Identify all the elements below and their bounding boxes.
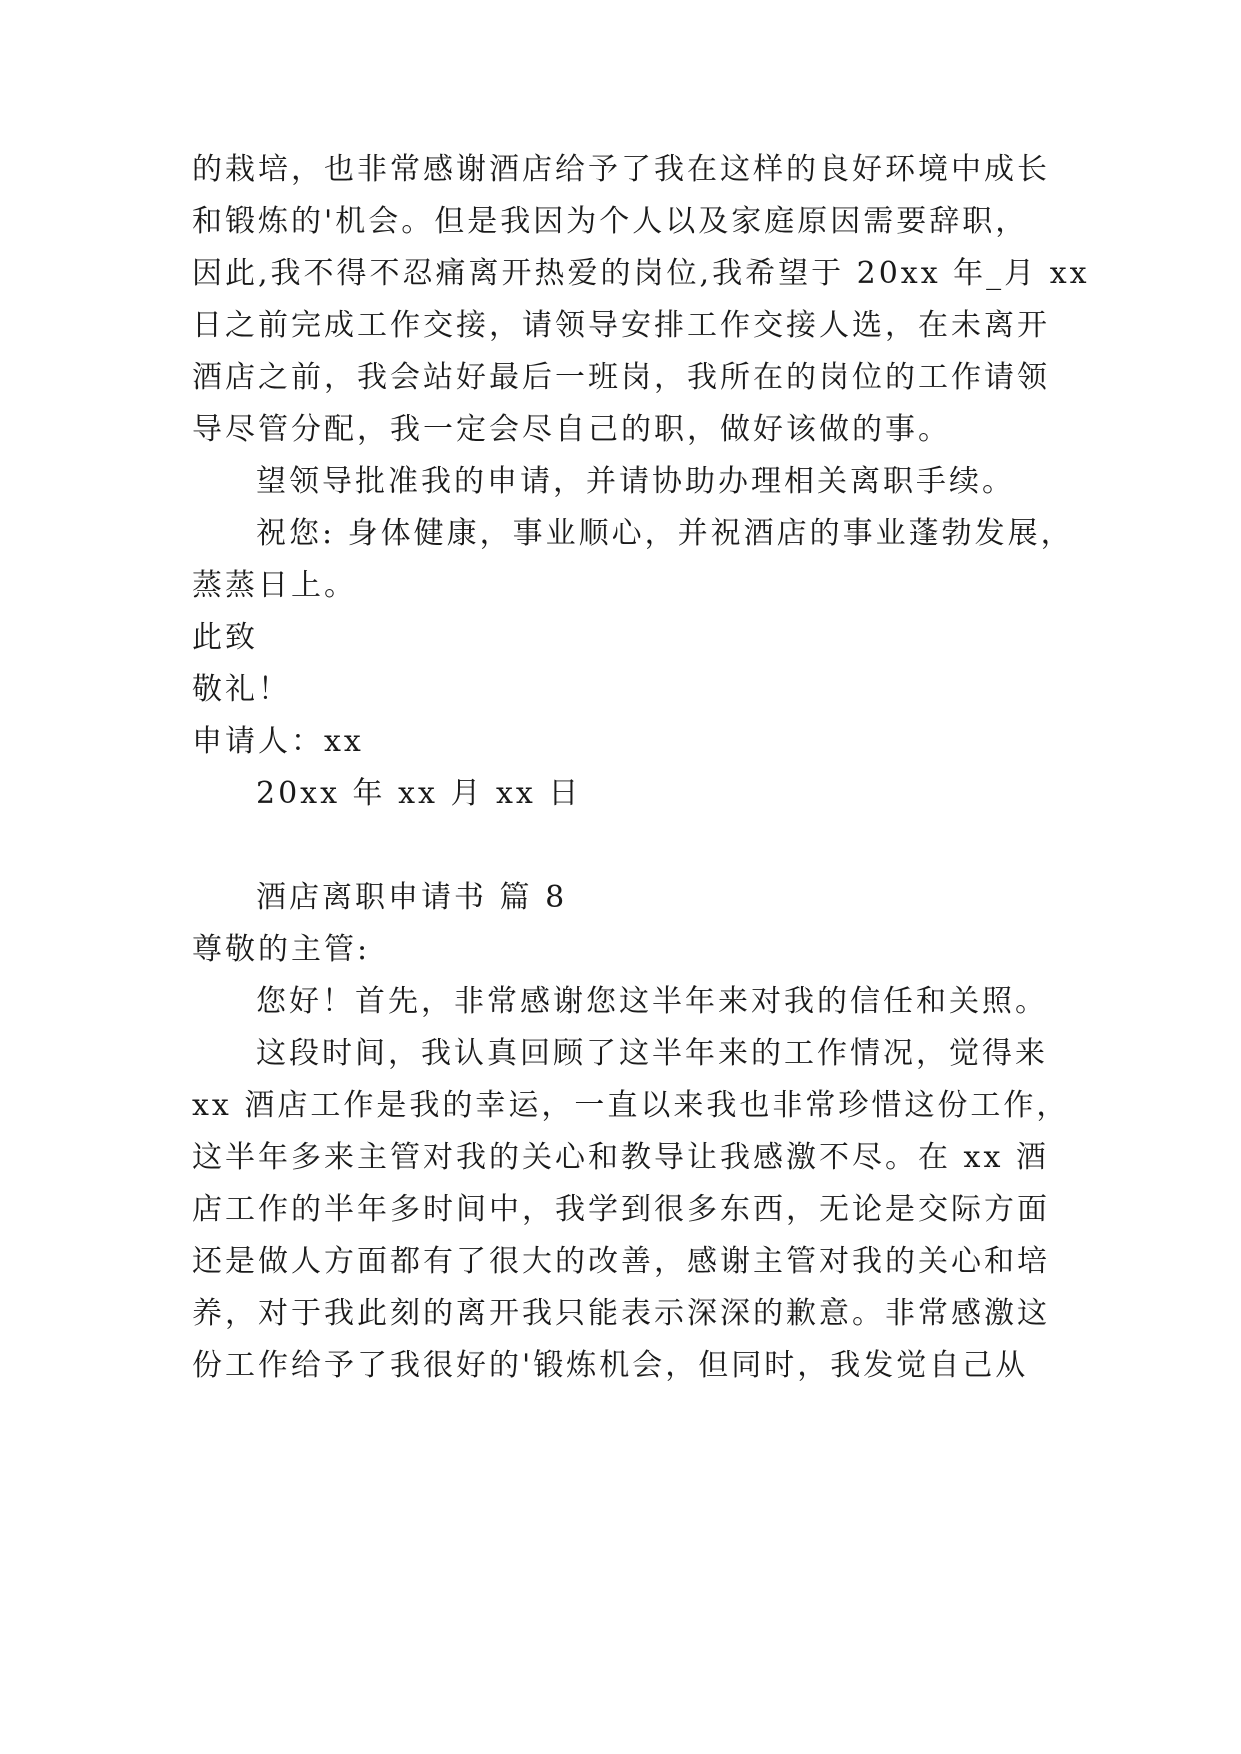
request-paragraph: 望领导批准我的申请，并请协助办理相关离职手续。 [256,464,1015,499]
body-paragraph-line: xx 酒店工作是我的幸运，一直以来我也非常珍惜这份工作， [192,1088,1070,1123]
paragraph-line: 导尽管分配，我一定会尽自己的职，做好该做的事。 [192,412,951,447]
body-paragraph-line: 这段时间，我认真回顾了这半年来的工作情况，觉得来 [256,1036,1048,1071]
applicant-signature: 申请人：xx [192,724,364,759]
paragraph-line: 酒店之前，我会站好最后一班岗，我所在的岗位的工作请领 [192,360,1050,395]
paragraph-line: 和锻炼的'机会。但是我因为个人以及家庭原因需要辞职， [192,204,1029,239]
salutation: 尊敬的主管: [192,932,371,967]
date-line: 20xx 年 xx 月 xx 日 [256,776,582,811]
body-paragraph-line: 份工作给予了我很好的'锻炼机会，但同时，我发觉自己从 [192,1348,1029,1383]
body-paragraph-line: 这半年多来主管对我的关心和教导让我感激不尽。在 xx 酒 [192,1140,1049,1175]
wish-paragraph-line: 祝您: 身体健康，事业顺心，并祝酒店的事业蓬勃发展， [256,516,1074,551]
paragraph-line: 的栽培，也非常感谢酒店给予了我在这样的良好环境中成长 [192,152,1050,187]
greeting-paragraph: 您好！首先，非常感谢您这半年来对我的信任和关照。 [256,984,1048,1019]
closing-line: 此致 [192,620,258,655]
section-title: 酒店离职申请书 篇 8 [256,880,568,915]
wish-paragraph-line: 蒸蒸日上。 [192,568,357,603]
body-paragraph-line: 养，对于我此刻的离开我只能表示深深的歉意。非常感激这 [192,1296,1050,1331]
body-paragraph-line: 还是做人方面都有了很大的改善，感谢主管对我的关心和培 [192,1244,1050,1279]
paragraph-line: 日之前完成工作交接，请领导安排工作交接人选，在未离开 [192,308,1050,343]
closing-line: 敬礼！ [192,672,291,707]
body-paragraph-line: 店工作的半年多时间中，我学到很多东西，无论是交际方面 [192,1192,1050,1227]
paragraph-line: 因此,我不得不忍痛离开热爱的岗位,我希望于 20xx 年_月 xx [192,256,1090,291]
